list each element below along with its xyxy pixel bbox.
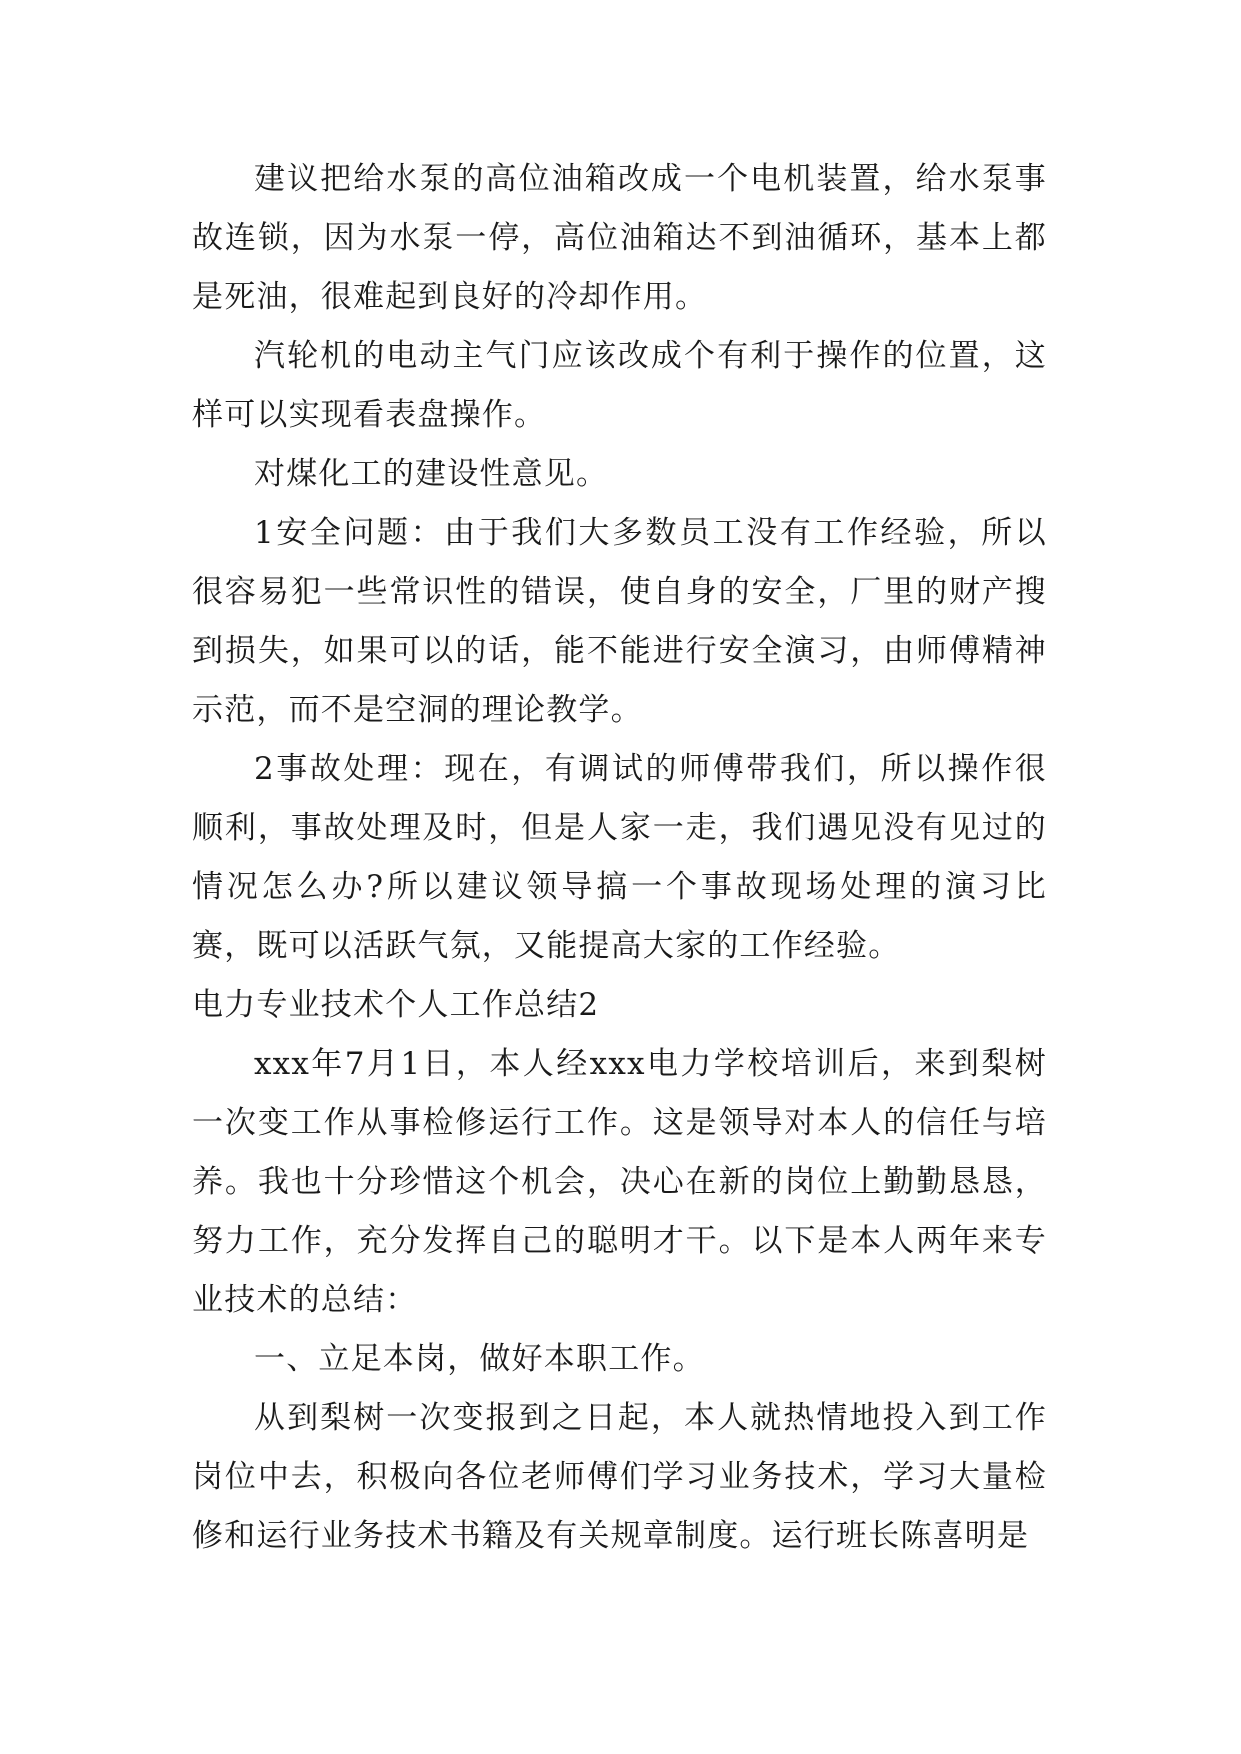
section-heading: 电力专业技术个人工作总结2 xyxy=(192,987,600,1023)
paragraph-work-start: 从到梨树一次变报到之日起，本人就热情地投入到工作岗位中去，积极向各位老师傅们学习业务技术，学习大量检修和运行业务技术书籍及有关规章制度。运行班长陈喜明是 xyxy=(192,1400,1047,1554)
paragraph-accident-handling: 2事故处理：现在，有调试的师傅带我们，所以操作很顺利，事故处理及时，但是人家一走，我们遇见没有见过的情况怎么办?所以建议领导搞一个事故现场处理的演习比赛，既可以活跃气氛，又能提高大家的工作经验。 xyxy=(192,751,1047,964)
document-body xyxy=(192,150,1047,1566)
paragraph-safety-issue: 1安全问题：由于我们大多数员工没有工作经验，所以很容易犯一些常识性的错误，使自身的安全，厂里的财产搜到损失，如果可以的话，能不能进行安全演习，由师傅精神示范，而不是空洞的理论教学。 xyxy=(192,515,1047,728)
paragraph-main-steam-valve: 汽轮机的电动主气门应该改成个有利于操作的位置，这样可以实现看表盘操作。 xyxy=(192,338,1047,433)
paragraph-coal-chemical-suggestions: 对煤化工的建设性意见。 xyxy=(254,456,609,492)
paragraph-feedwater-pump: 建议把给水泵的高位油箱改成一个电机装置，给水泵事故连锁，因为水泵一停，高位油箱达不到油循环，基本上都是死油，很难起到良好的冷却作用。 xyxy=(192,161,1047,315)
paragraph-subheading-one: 一、立足本岗，做好本职工作。 xyxy=(254,1341,705,1377)
paragraph-intro: xxx年7月1日，本人经xxx电力学校培训后，来到梨树一次变工作从事检修运行工作。这是领导对本人的信任与培养。我也十分珍惜这个机会，决心在新的岗位上勤勤恳恳，努力工作，充分发挥自己的聪明才干。以下是本人两年来专业技术的总结： xyxy=(192,1046,1047,1318)
